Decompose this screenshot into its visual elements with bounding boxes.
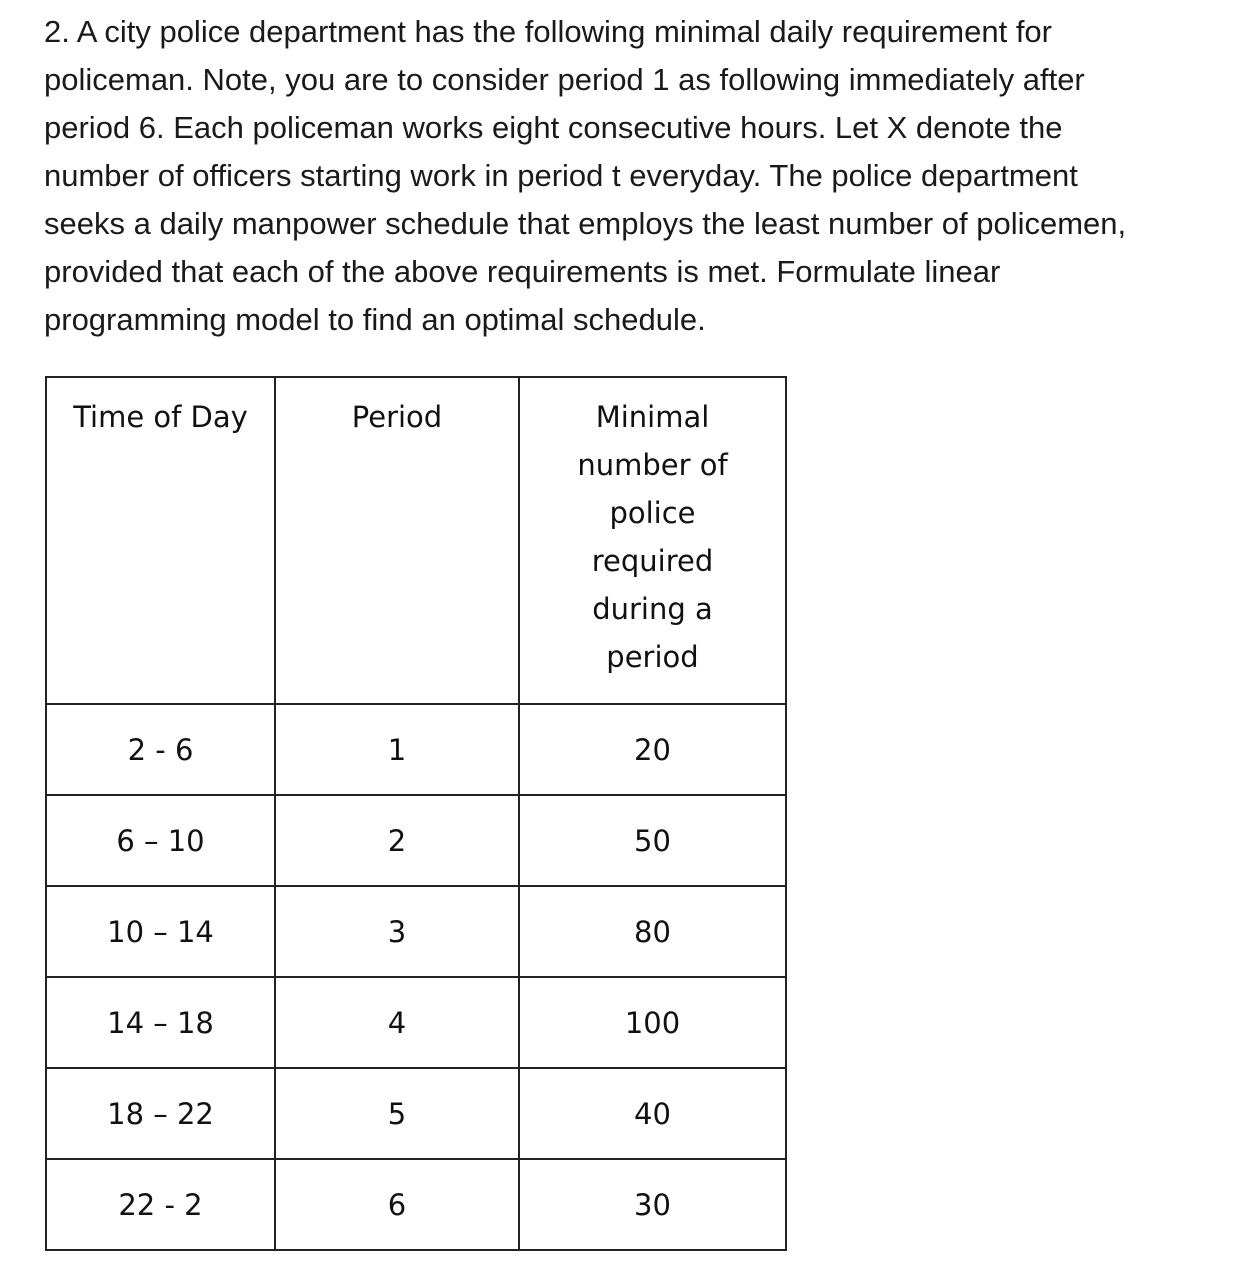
problem-line: 2. A city police department has the following minimal daily requirement for: [44, 14, 1052, 49]
problem-line: policeman. Note, you are to consider period 1 as following immediately after: [44, 62, 1085, 97]
header-period: Period: [275, 377, 519, 704]
table-row: [46, 795, 786, 886]
header-minimal-line: period: [606, 640, 699, 674]
cell-period: 4: [275, 977, 519, 1068]
cell-minimum: 30: [519, 1159, 786, 1250]
cell-time-of-day: 14 – 18: [46, 977, 275, 1068]
cell-period: 2: [275, 795, 519, 886]
table-row: [46, 704, 786, 795]
header-minimal-line: required: [591, 544, 714, 578]
cell-minimum: 20: [519, 704, 786, 795]
cell-period: 3: [275, 886, 519, 977]
header-time-of-day: Time of Day: [46, 377, 275, 704]
problem-statement: [44, 8, 1244, 344]
header-minimal-line: Minimal: [595, 400, 710, 434]
cell-time-of-day: 10 – 14: [46, 886, 275, 977]
problem-line: seeks a daily manpower schedule that employs the least number of policemen,: [44, 206, 1127, 241]
header-minimal-line: police: [609, 496, 696, 530]
header-minimal-police: [519, 377, 786, 704]
table-header-row: [46, 377, 786, 704]
cell-time-of-day: 6 – 10: [46, 795, 275, 886]
cell-period: 6: [275, 1159, 519, 1250]
header-minimal-line: during a: [592, 592, 713, 626]
problem-line: provided that each of the above requirements is met. Formulate linear: [44, 254, 1001, 289]
header-minimal-line: number of: [577, 448, 728, 482]
cell-minimum: 50: [519, 795, 786, 886]
problem-line: number of officers starting work in period t everyday. The police department: [44, 158, 1078, 193]
problem-line: period 6. Each policeman works eight consecutive hours. Let X denote the: [44, 110, 1063, 145]
cell-time-of-day: 18 – 22: [46, 1068, 275, 1159]
cell-minimum: 80: [519, 886, 786, 977]
cell-minimum: 40: [519, 1068, 786, 1159]
table-row: [46, 1068, 786, 1159]
requirements-table: [45, 376, 787, 1251]
cell-period: 5: [275, 1068, 519, 1159]
cell-time-of-day: 2 - 6: [46, 704, 275, 795]
problem-line: programming model to find an optimal schedule.: [44, 302, 706, 337]
cell-minimum: 100: [519, 977, 786, 1068]
cell-time-of-day: 22 - 2: [46, 1159, 275, 1250]
table-row: [46, 1159, 786, 1250]
table-row: [46, 977, 786, 1068]
cell-period: 1: [275, 704, 519, 795]
table-row: [46, 886, 786, 977]
